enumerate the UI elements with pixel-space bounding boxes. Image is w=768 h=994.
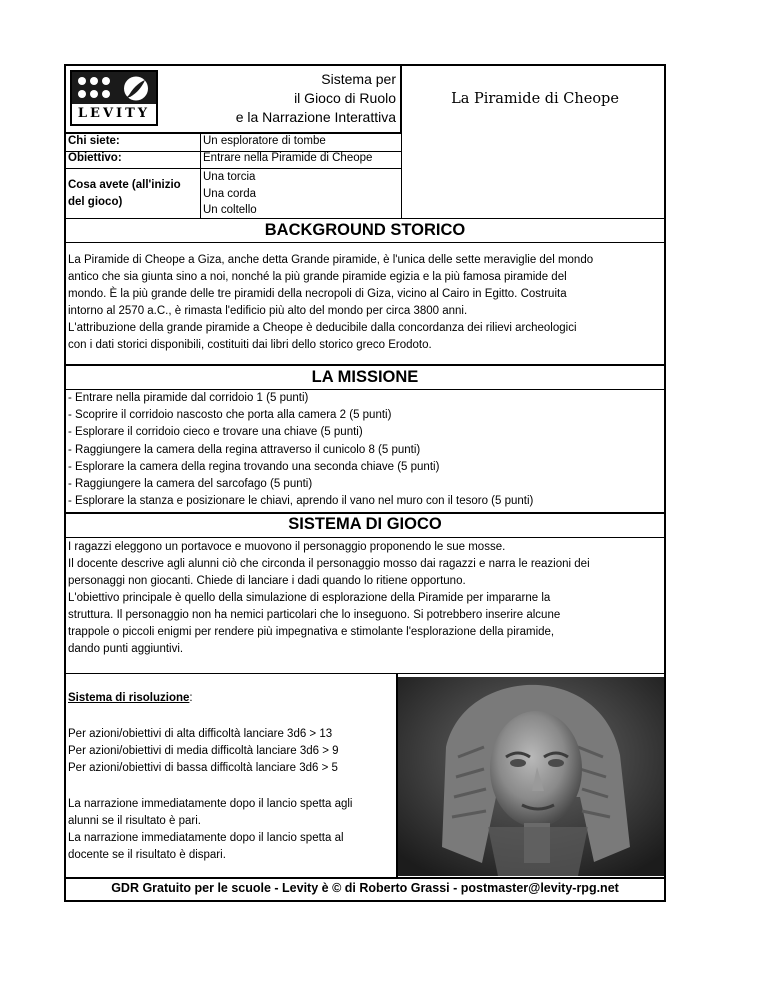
system-line: dando punti aggiuntivi. — [68, 643, 184, 655]
background-line: intorno al 2570 a.C., è rimasta l'edificio più alto del mondo per circa 3800 anni. — [68, 305, 468, 317]
item-torch: Una torcia — [203, 171, 256, 183]
mission-item: - Esplorare la camera della regina trovando una seconda chiave (5 punti) — [68, 460, 440, 473]
rule-medium: Per azioni/obiettivi di media difficoltà lanciare 3d6 > 9 — [68, 745, 339, 757]
divider — [396, 673, 398, 878]
system-title-section: SISTEMA DI GIOCO — [288, 515, 442, 533]
goal-value: Entrare nella Piramide di Cheope — [203, 152, 373, 164]
divider — [66, 218, 664, 219]
divider — [66, 673, 664, 674]
levity-logo — [70, 70, 158, 126]
system-title-line: Sistema per — [321, 71, 396, 87]
narration-line: docente se il risultato è dispari. — [68, 849, 226, 861]
quill-pen-icon — [120, 75, 152, 102]
mission-item: - Esplorare il corridoio cieco e trovare una chiave (5 punti) — [68, 426, 363, 439]
background-title: BACKGROUND STORICO — [264, 221, 466, 239]
logo-graphic — [72, 72, 156, 104]
resolution-heading-colon: : — [189, 692, 193, 704]
background-line: mondo. È la più grande delle tre piramidi della necropoli di Giza, vicino al Cairo in Egitto. Costruita — [68, 288, 567, 300]
mission-title: LA MISSIONE — [311, 368, 419, 386]
pharaoh-head-image — [398, 677, 664, 876]
items-label-line: Cosa avete (all'inizio — [68, 179, 181, 191]
game-title: La Piramide di Cheope — [451, 91, 619, 107]
mission-item: - Raggiungere la camera del sarcofago (5 punti) — [68, 478, 313, 491]
background-line: con i dati storici disponibili, costituiti dai libri dello storico greco Erodoto. — [68, 339, 432, 351]
items-label — [68, 177, 181, 211]
game-sheet — [64, 64, 666, 902]
logo-wordmark: LEVITY — [77, 106, 151, 121]
who-value: Un esploratore di tombe — [203, 135, 326, 147]
narration-line: La narrazione immediatamente dopo il lancio spetta al — [68, 832, 344, 844]
mission-item: - Esplorare la stanza e posizionare le chiavi, aprendo il vano nel muro con il tesoro (5 punti) — [68, 495, 534, 508]
system-text — [68, 539, 664, 658]
rule-high: Per azioni/obiettivi di alta difficoltà lanciare 3d6 > 13 — [68, 728, 333, 740]
footer-credits: GDR Gratuito per le scuole - Levity è © di Roberto Grassi - postmaster@levity-rpg.net — [111, 881, 619, 895]
background-text — [68, 252, 664, 354]
divider — [66, 242, 664, 243]
system-line: personaggi non giocanti. Chiede di lanciare i dadi quando lo ritiene opportuno. — [68, 575, 466, 587]
resolution-heading-text: Sistema di risoluzione — [68, 692, 190, 704]
resolution-narration — [68, 796, 394, 864]
who-label: Chi siete: — [68, 135, 120, 147]
mission-item: - Scoprire il corridoio nascosto che porta alla camera 2 (5 punti) — [68, 409, 392, 422]
system-title — [166, 68, 398, 130]
rule-low: Per azioni/obiettivi di bassa difficoltà lanciare 3d6 > 5 — [68, 762, 338, 774]
background-line: antico che sia giunta sino a noi, nonché la più grande piramide egizia e la più famosa piramide del — [68, 271, 567, 283]
system-title-line: e la Narrazione Interattiva — [235, 109, 396, 125]
mission-list — [68, 390, 664, 510]
divider — [200, 134, 201, 218]
divider — [66, 512, 664, 514]
item-knife: Un coltello — [203, 204, 257, 216]
background-line: La Piramide di Cheope a Giza, anche detta Grande piramide, è l'unica delle sette meraviglie del mondo — [68, 254, 594, 266]
divider — [401, 134, 402, 218]
system-line: Il docente descrive agli alunni ciò che circonda il personaggio mosso dai ragazzi e narra le reazioni dei — [68, 558, 590, 570]
items-label-line: del gioco) — [68, 196, 123, 208]
goal-label: Obiettivo: — [68, 152, 122, 164]
dice-dots-icon — [78, 77, 114, 101]
resolution-heading — [68, 690, 394, 707]
divider — [66, 132, 402, 134]
narration-line: alunni se il risultato è pari. — [68, 815, 201, 827]
resolution-rules — [68, 726, 394, 777]
mission-item: - Raggiungere la camera della regina attraverso il cunicolo 8 (5 punti) — [68, 443, 421, 456]
system-line: L'obiettivo principale è quello della simulazione di esplorazione della Piramide per impararne la — [68, 592, 551, 604]
items-list — [203, 169, 257, 219]
system-line: trappole o piccoli enigmi per rendere più impegnativa e stimolante l'esplorazione della piramide, — [68, 626, 555, 638]
system-line: struttura. Il personaggio non ha nemici particolari che lo inseguono. Si potrebbero inserire alcune — [68, 609, 561, 621]
divider — [400, 66, 402, 132]
divider — [66, 877, 664, 879]
system-title-line: il Gioco di Ruolo — [294, 90, 396, 106]
pharaoh-statue-image — [398, 677, 664, 876]
divider — [66, 364, 664, 366]
background-line: L'attribuzione della grande piramide a Cheope è deducibile dalla concordanza dei rilievi archeologici — [68, 322, 577, 334]
system-line: I ragazzi eleggono un portavoce e muovono il personaggio proponendo le sue mosse. — [68, 541, 506, 553]
divider — [66, 537, 664, 538]
narration-line: La narrazione immediatamente dopo il lancio spetta agli — [68, 798, 353, 810]
item-rope: Una corda — [203, 187, 257, 200]
mission-item: - Entrare nella piramide dal corridoio 1 (5 punti) — [68, 392, 309, 404]
